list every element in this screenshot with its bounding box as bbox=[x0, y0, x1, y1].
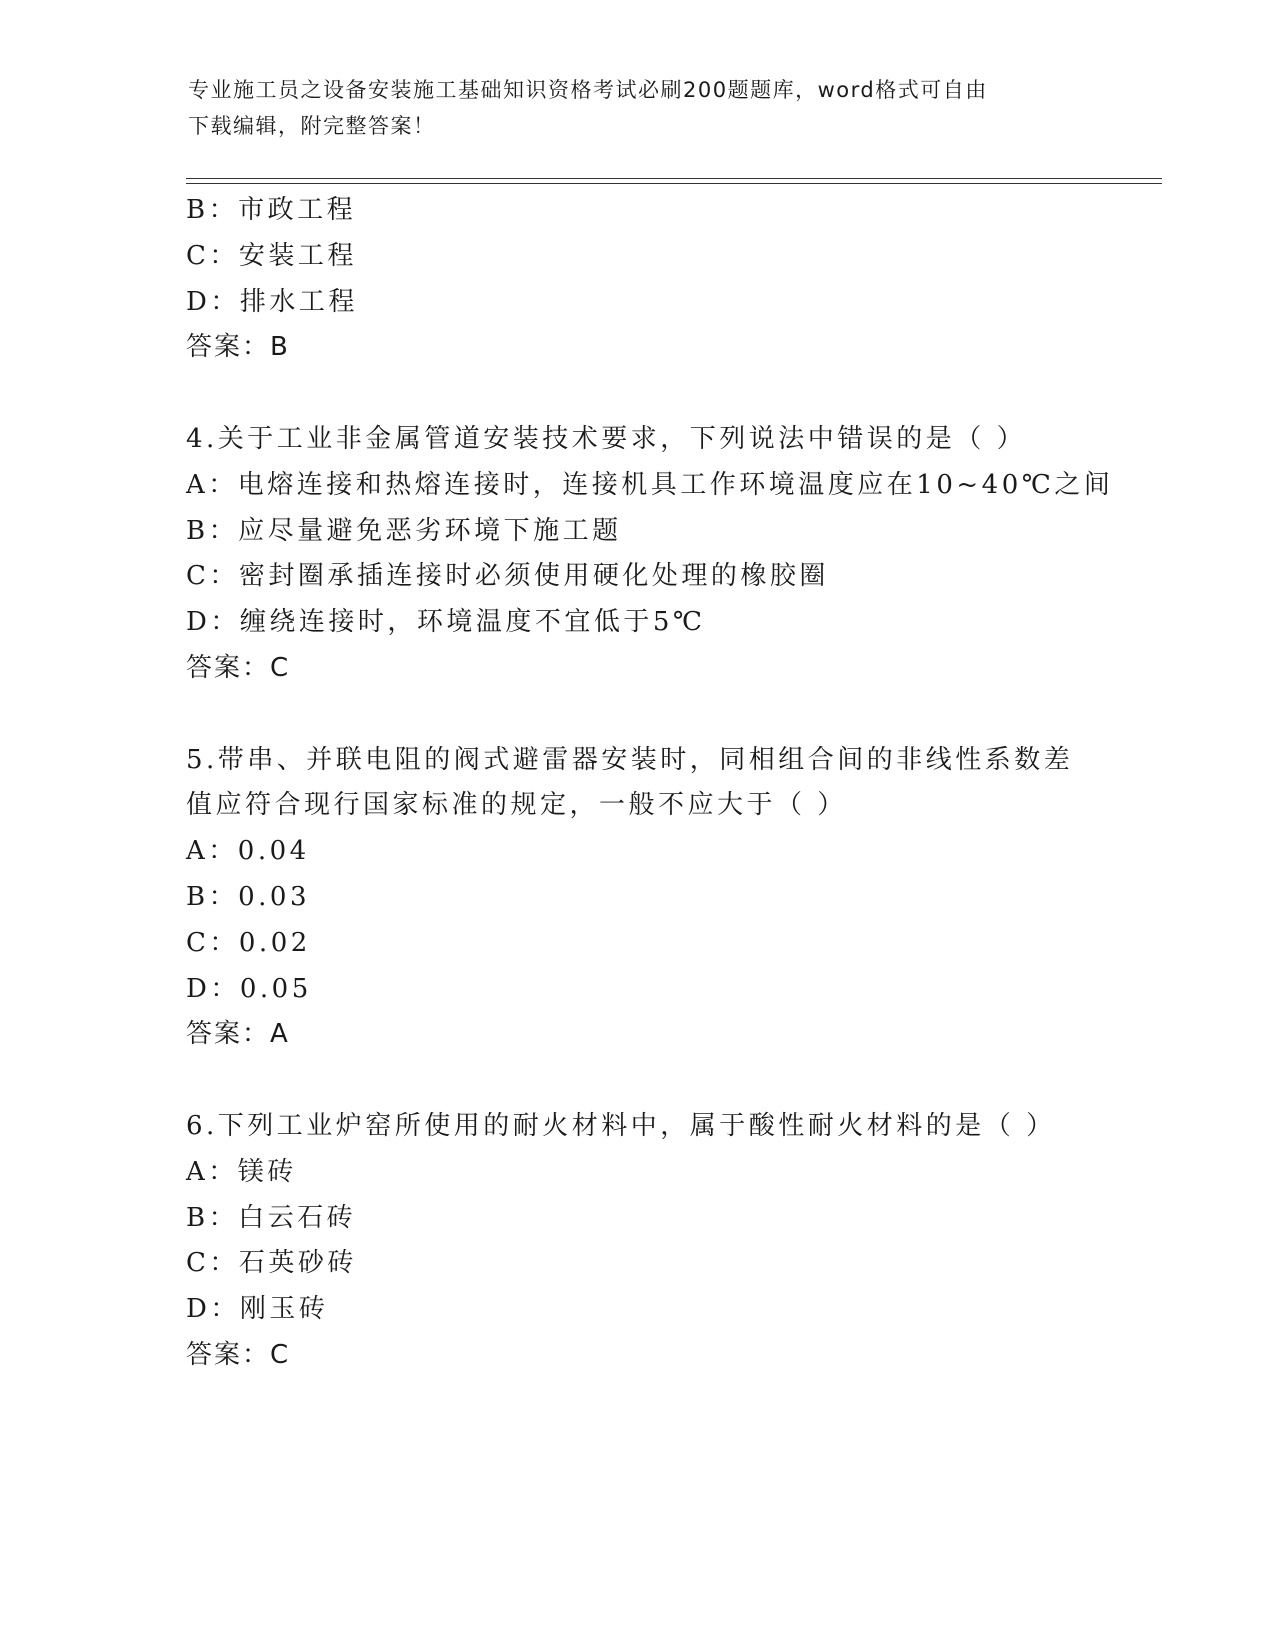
option-b: B：白云石砖 bbox=[186, 1202, 357, 1233]
header-line-1: 专业施工员之设备安装施工基础知识资格考试必刷200题题库，word格式可自由 bbox=[188, 78, 988, 102]
option-b: B：市政工程 bbox=[186, 195, 357, 225]
question-6 bbox=[186, 1104, 1086, 1379]
option-c: C：安装工程 bbox=[186, 240, 357, 271]
option-b: B：应尽量避免恶劣环境下施工题 bbox=[186, 515, 622, 546]
option-d: D：缠绕连接时，环境温度不宜低于5℃ bbox=[186, 607, 706, 638]
option-d: D：刚玉砖 bbox=[186, 1294, 329, 1325]
option-b: B：0.03 bbox=[186, 881, 310, 912]
option-c: C：石英砂砖 bbox=[186, 1248, 357, 1279]
question-stem: 6.下列工业炉窑所使用的耐火材料中，属于酸性耐火材料的是（ ） bbox=[186, 1110, 1056, 1141]
option-a: A：0.04 bbox=[186, 836, 310, 867]
option-c: C：0.02 bbox=[186, 927, 311, 958]
option-a: A：镁砖 bbox=[186, 1156, 297, 1187]
option-d: D：排水工程 bbox=[186, 286, 358, 317]
answer-line: 答案：C bbox=[186, 652, 291, 683]
header-divider-bottom bbox=[186, 183, 1162, 184]
answer-line: 答案：C bbox=[186, 1339, 291, 1370]
option-c: C：密封圈承插连接时必须使用硬化处理的橡胶圈 bbox=[186, 561, 829, 592]
header-divider-top bbox=[186, 178, 1162, 179]
question-stem: 4.关于工业非金属管道安装技术要求，下列说法中错误的是（ ） bbox=[186, 423, 1027, 454]
question-spacer bbox=[186, 692, 1086, 738]
question-stem-line-1: 5.带串、并联电阻的阀式避雷器安装时，同相组合间的非线性系数差 bbox=[186, 744, 1074, 775]
document-header bbox=[188, 72, 1068, 144]
question-3-tail bbox=[186, 188, 1086, 371]
question-spacer bbox=[186, 371, 1086, 417]
question-content bbox=[186, 188, 1114, 1379]
option-d: D：0.05 bbox=[186, 973, 312, 1004]
header-line-2: 下载编辑，附完整答案！ bbox=[188, 114, 436, 138]
option-a: A：电熔连接和热熔连接时，连接机具工作环境温度应在10~40℃之间 bbox=[186, 469, 1114, 500]
question-5 bbox=[186, 738, 1086, 1059]
question-stem-line-2: 值应符合现行国家标准的规定，一般不应大于（ ） bbox=[186, 790, 847, 821]
question-spacer bbox=[186, 1058, 1086, 1104]
answer-line: 答案：B bbox=[186, 332, 290, 363]
answer-line: 答案：A bbox=[186, 1019, 290, 1050]
question-4 bbox=[186, 417, 1114, 692]
